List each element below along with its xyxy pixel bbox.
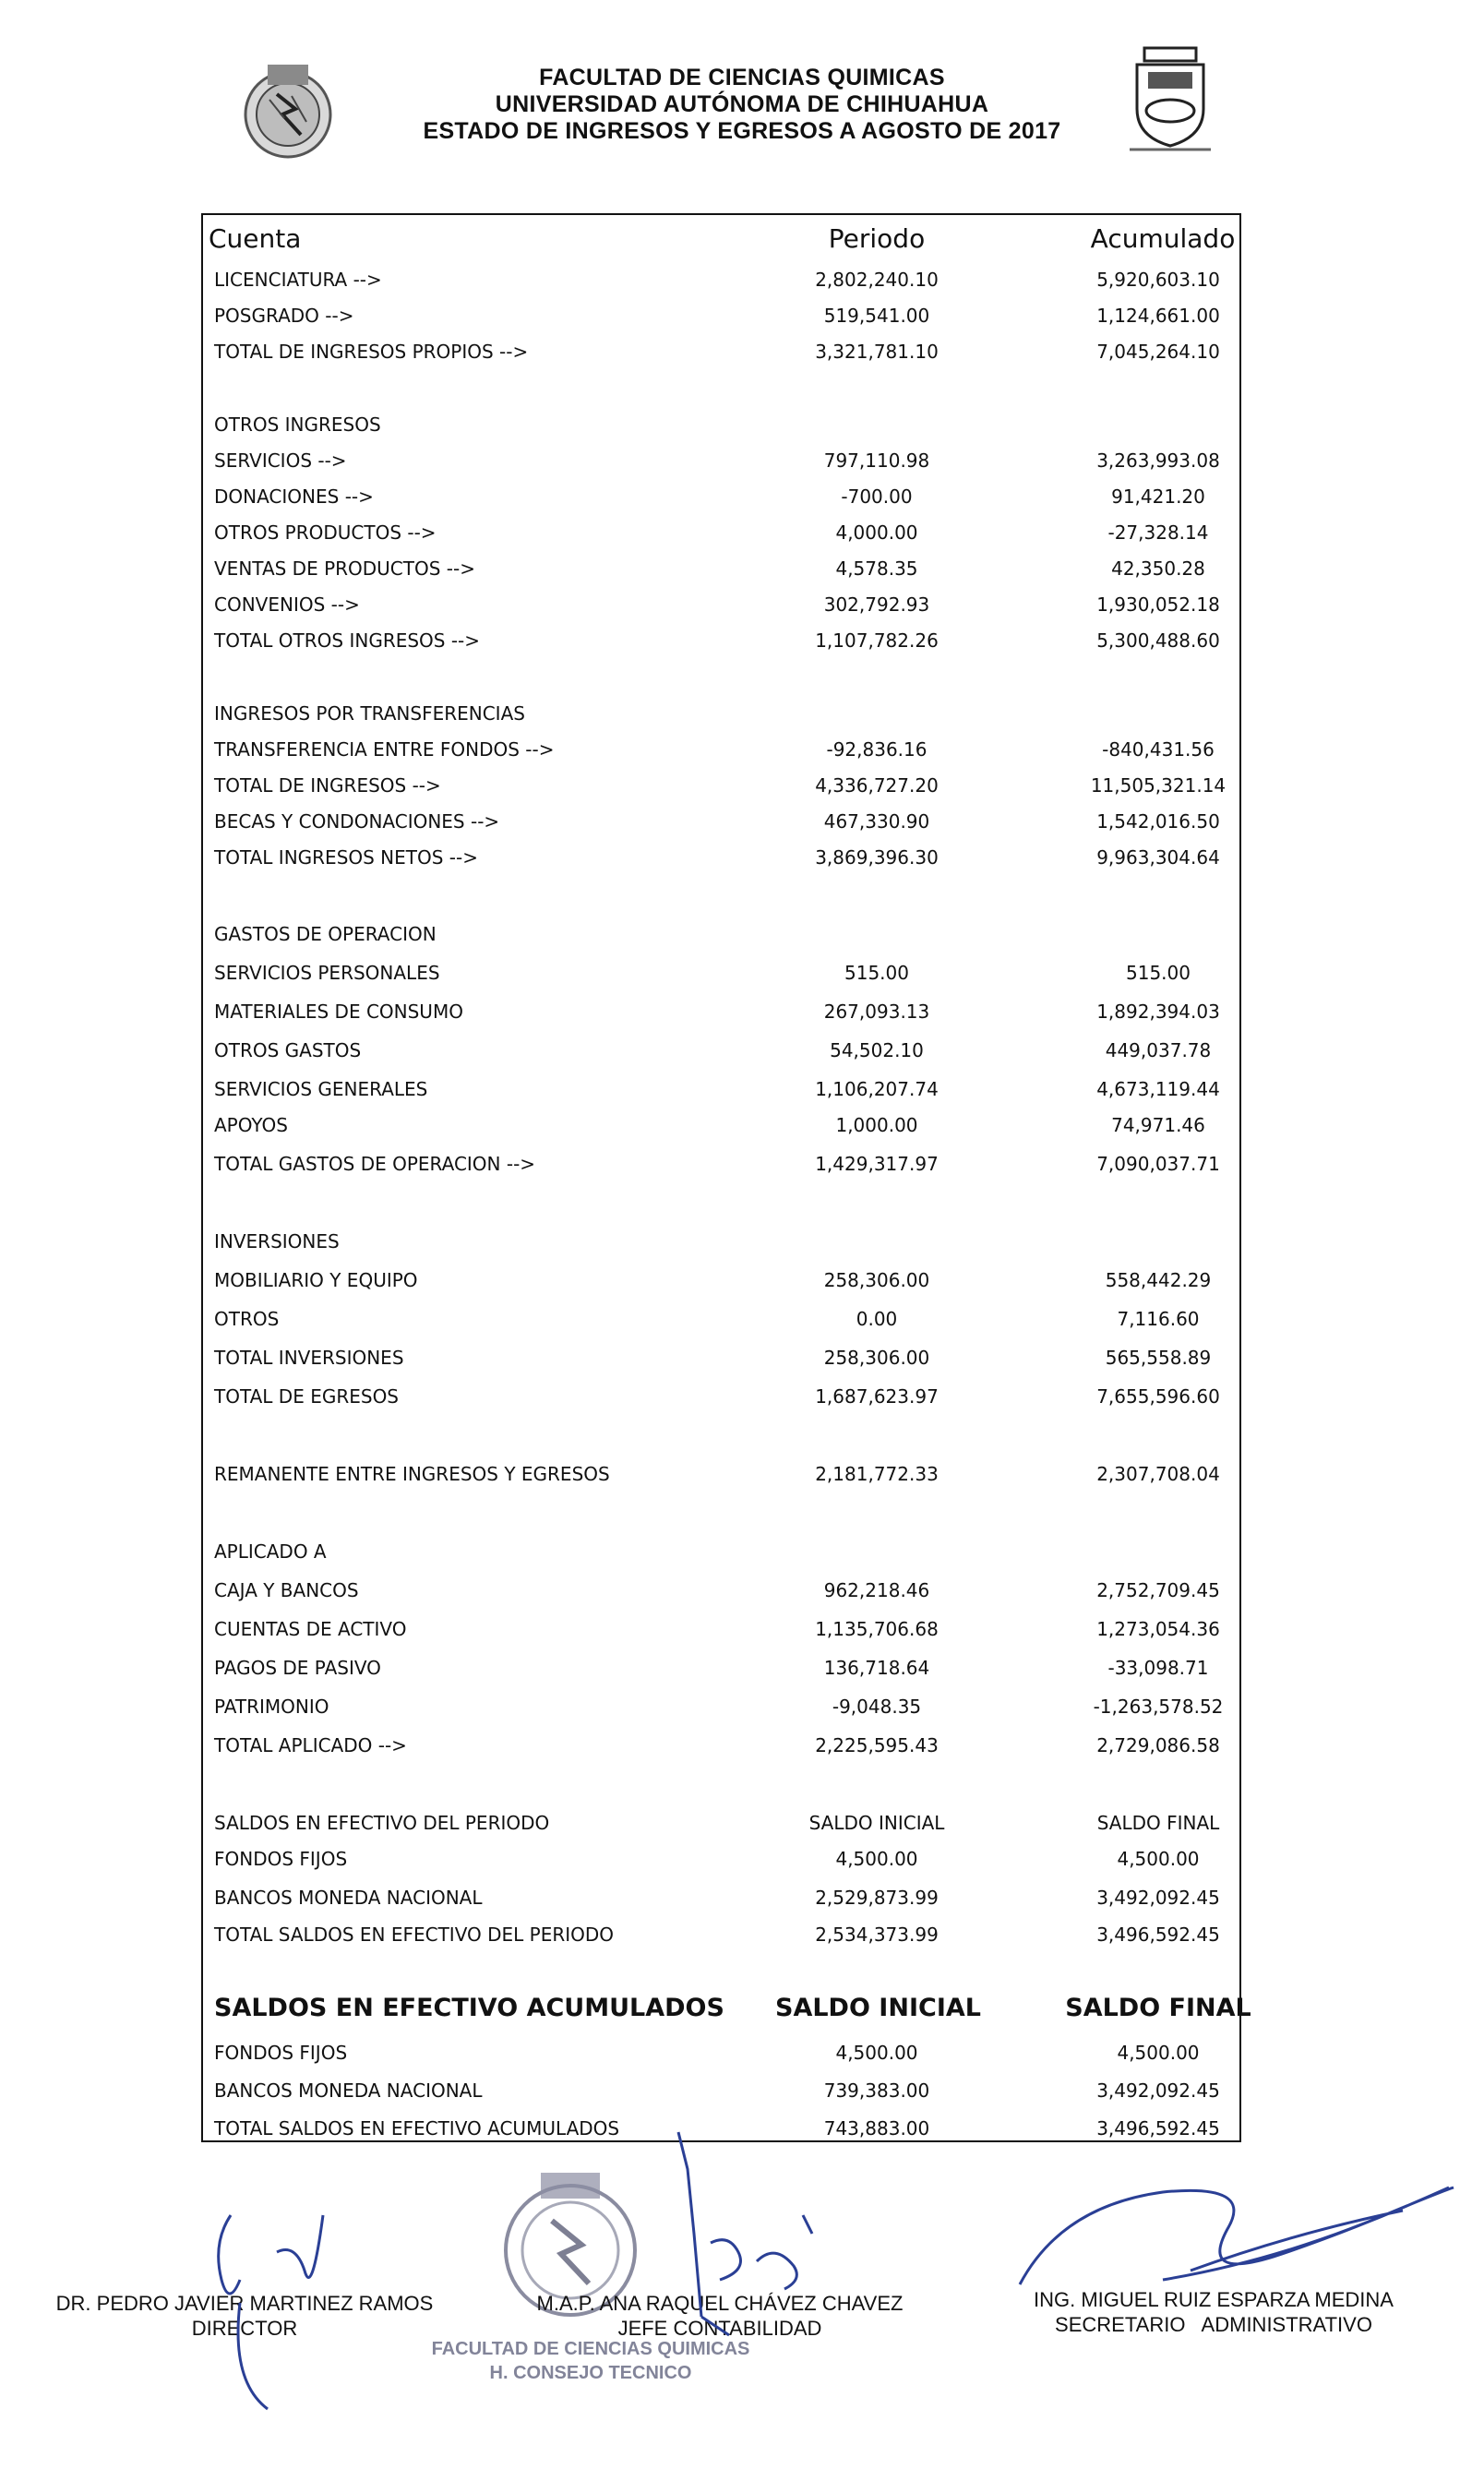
periodo-value: 739,383.00: [823, 2079, 930, 2102]
periodo-value: 2,802,240.10: [815, 269, 939, 291]
periodo-value: 4,000.00: [835, 521, 918, 544]
table-row: [203, 593, 1239, 617]
row-label: MATERIALES DE CONSUMO: [214, 1001, 463, 1023]
saldo-inicial-header: SALDO INICIAL: [775, 1994, 981, 2022]
row-label: TOTAL APLICADO -->: [214, 1734, 407, 1756]
periodo-value: 0.00: [856, 1308, 898, 1330]
acumulado-value: -1,263,578.52: [1093, 1696, 1224, 1718]
row-label: INVERSIONES: [214, 1230, 340, 1252]
row-label: INGRESOS POR TRANSFERENCIAS: [214, 702, 525, 725]
row-label: LICENCIATURA -->: [214, 269, 382, 291]
row-label: PAGOS DE PASIVO: [214, 1657, 381, 1679]
table-row: [203, 1347, 1239, 1371]
table-row: [203, 269, 1239, 293]
table-row: [203, 1269, 1239, 1293]
periodo-value: 4,500.00: [835, 2042, 918, 2064]
acumulado-value: 7,655,596.60: [1096, 1385, 1220, 1408]
periodo-value: 3,321,781.10: [815, 341, 939, 363]
periodo-value: 302,792.93: [823, 593, 930, 616]
periodo-value: 962,218.46: [823, 1579, 930, 1601]
periodo-value: 467,330.90: [823, 810, 930, 833]
periodo-value: 267,093.13: [823, 1001, 930, 1023]
acumulado-value: 4,500.00: [1117, 2042, 1200, 2064]
acumulado-value: 3,263,993.08: [1096, 449, 1220, 472]
table-row: [203, 1153, 1239, 1177]
periodo-value: 2,534,373.99: [815, 1924, 939, 1946]
row-label: BANCOS MONEDA NACIONAL: [214, 1887, 483, 1909]
row-label: FONDOS FIJOS: [214, 2042, 348, 2064]
row-label: TOTAL DE INGRESOS -->: [214, 774, 441, 797]
table-row: [203, 774, 1239, 798]
row-label: TOTAL GASTOS DE OPERACION -->: [214, 1153, 536, 1175]
row-label: POSGRADO -->: [214, 305, 354, 327]
section-heading: [203, 413, 1239, 437]
row-label: SERVICIOS PERSONALES: [214, 962, 440, 984]
acumulado-value: 7,045,264.10: [1096, 341, 1220, 363]
row-label: PATRIMONIO: [214, 1696, 329, 1718]
table-row: [203, 557, 1239, 581]
periodo-value: 2,225,595.43: [815, 1734, 939, 1756]
table-row: [203, 1078, 1239, 1102]
table-row: [203, 1657, 1239, 1681]
acumulado-value: 7,116.60: [1117, 1308, 1200, 1330]
director-name: DR. PEDRO JAVIER MARTINEZ RAMOS: [55, 2292, 434, 2315]
table-row: [203, 1308, 1239, 1332]
row-label: APLICADO A: [214, 1540, 327, 1563]
acumulado-value: 3,492,092.45: [1096, 1887, 1220, 1909]
acumulado-value: 91,421.20: [1111, 485, 1205, 508]
row-label: FONDOS FIJOS: [214, 1848, 348, 1870]
acumulado-value: 1,273,054.36: [1096, 1618, 1220, 1640]
table-header: [203, 223, 1239, 255]
stamp-line-2: H. CONSEJO TECNICO: [489, 2363, 692, 2383]
table-row: [203, 1734, 1239, 1758]
acumulado-value: 515.00: [1126, 962, 1191, 984]
table-row: [203, 1696, 1239, 1720]
row-label: SERVICIOS -->: [214, 449, 347, 472]
table-row: [203, 305, 1239, 329]
table-row: [203, 2117, 1239, 2141]
row-label: OTROS GASTOS: [214, 1039, 362, 1061]
row-label: TOTAL DE INGRESOS PROPIOS -->: [214, 341, 529, 363]
acumulado-value: 1,542,016.50: [1096, 810, 1220, 833]
periodo-value: 1,687,623.97: [815, 1385, 939, 1408]
secretario-name: ING. MIGUEL RUIZ ESPARZA MEDINA: [1034, 2288, 1394, 2311]
acumulado-value: 3,496,592.45: [1096, 1924, 1220, 1946]
periodo-value: 519,541.00: [823, 305, 930, 327]
table-row: [203, 485, 1239, 509]
section-heading: [203, 1540, 1239, 1564]
periodo-value: 1,135,706.68: [815, 1618, 939, 1640]
row-label: OTROS: [214, 1308, 280, 1330]
university-title: UNIVERSIDAD AUTÓNOMA DE CHIHUAHUA: [495, 91, 989, 117]
table-row: [203, 521, 1239, 545]
periodo-value: -9,048.35: [832, 1696, 922, 1718]
periodo-value: -700.00: [841, 485, 913, 508]
table-row: [203, 1887, 1239, 1911]
acumulado-value: 558,442.29: [1105, 1269, 1212, 1291]
saldo-final-header: SALDO FINAL: [1096, 1812, 1220, 1834]
stamp-line-1: FACULTAD DE CIENCIAS QUIMICAS: [431, 2339, 750, 2359]
row-label: SALDOS EN EFECTIVO DEL PERIODO: [214, 1812, 550, 1834]
row-label: CUENTAS DE ACTIVO: [214, 1618, 407, 1640]
table-row: [203, 1114, 1239, 1138]
table-row: [203, 962, 1239, 986]
section-heading: [203, 923, 1239, 947]
periodo-value: 1,000.00: [835, 1114, 918, 1136]
saldo-final-header: SALDO FINAL: [1065, 1994, 1251, 2022]
row-label: VENTAS DE PRODUCTOS -->: [214, 557, 475, 580]
table-row: [203, 738, 1239, 762]
statement-title: ESTADO DE INGRESOS Y EGRESOS A AGOSTO DE 2017: [423, 118, 1061, 144]
table-row: [203, 1848, 1239, 1872]
acumulado-value: 3,492,092.45: [1096, 2079, 1220, 2102]
table-row: [203, 1001, 1239, 1025]
table-row: [203, 629, 1239, 653]
jefe-signature-block: [503, 2291, 937, 2341]
acumulado-value: 3,496,592.45: [1096, 2117, 1220, 2139]
acumulado-value: 2,729,086.58: [1096, 1734, 1220, 1756]
row-label: DONACIONES -->: [214, 485, 374, 508]
row-label: BANCOS MONEDA NACIONAL: [214, 2079, 483, 2102]
row-label: TRANSFERENCIA ENTRE FONDOS -->: [214, 738, 555, 761]
section-heading: [203, 1812, 1239, 1836]
director-signature-block: [28, 2291, 461, 2341]
table-row: [203, 2079, 1239, 2103]
periodo-value: 4,336,727.20: [815, 774, 939, 797]
saldo-inicial-header: SALDO INICIAL: [808, 1812, 945, 1834]
table-row: [203, 1463, 1239, 1487]
periodo-value: 797,110.98: [823, 449, 930, 472]
table-row: [203, 846, 1239, 870]
periodo-value: 2,181,772.33: [815, 1463, 939, 1485]
consejo-tecnico-stamp: [369, 2337, 812, 2385]
jefe-name: M.A.P. ANA RAQUEL CHÁVEZ CHAVEZ: [536, 2292, 904, 2315]
periodo-value: 4,578.35: [835, 557, 918, 580]
periodo-value: 2,529,873.99: [815, 1887, 939, 1909]
section-heading: [203, 1994, 1251, 2025]
acumulado-value: 74,971.46: [1111, 1114, 1205, 1136]
section-heading: [203, 1230, 1239, 1254]
acumulado-value: 4,500.00: [1117, 1848, 1200, 1870]
periodo-value: 1,429,317.97: [815, 1153, 939, 1175]
acumulado-value: 449,037.78: [1105, 1039, 1212, 1061]
column-header-acumulado: Acumulado: [1090, 223, 1236, 254]
row-label: TOTAL INGRESOS NETOS -->: [214, 846, 478, 869]
row-label: TOTAL OTROS INGRESOS -->: [214, 629, 481, 652]
acumulado-value: 565,558.89: [1105, 1347, 1212, 1369]
acumulado-value: -33,098.71: [1107, 1657, 1209, 1679]
acumulado-value: 2,752,709.45: [1096, 1579, 1220, 1601]
row-label: SALDOS EN EFECTIVO ACUMULADOS: [214, 1994, 724, 2022]
row-label: REMANENTE ENTRE INGRESOS Y EGRESOS: [214, 1463, 610, 1485]
periodo-value: 1,107,782.26: [815, 629, 939, 652]
table-row: [203, 1924, 1239, 1948]
periodo-value: 4,500.00: [835, 1848, 918, 1870]
table-row: [203, 1039, 1239, 1063]
periodo-value: 515.00: [844, 962, 909, 984]
row-label: SERVICIOS GENERALES: [214, 1078, 428, 1100]
acumulado-value: 1,930,052.18: [1096, 593, 1220, 616]
secretario-title: SECRETARIO ADMINISTRATIVO: [1055, 2313, 1372, 2336]
secretario-signature-block: [992, 2287, 1435, 2337]
table-row: [203, 810, 1239, 834]
faculty-title: FACULTAD DE CIENCIAS QUIMICAS: [539, 65, 945, 90]
document-header: [0, 65, 1484, 145]
secretario-signature-ink: [1020, 2187, 1454, 2284]
section-heading: [203, 702, 1239, 726]
row-label: TOTAL SALDOS EN EFECTIVO DEL PERIODO: [214, 1924, 615, 1946]
acumulado-value: 4,673,119.44: [1096, 1078, 1220, 1100]
acumulado-value: -27,328.14: [1107, 521, 1209, 544]
acumulado-value: 1,892,394.03: [1096, 1001, 1220, 1023]
director-title: DIRECTOR: [191, 2317, 298, 2340]
row-label: APOYOS: [214, 1114, 288, 1136]
periodo-value: 54,502.10: [830, 1039, 924, 1061]
acumulado-value: 7,090,037.71: [1096, 1153, 1220, 1175]
income-expense-table: [201, 213, 1251, 2142]
periodo-value: 258,306.00: [823, 1269, 930, 1291]
acumulado-value: 9,963,304.64: [1096, 846, 1220, 869]
table-row: [203, 1618, 1239, 1642]
row-label: MOBILIARIO Y EQUIPO: [214, 1269, 418, 1291]
acumulado-value: 1,124,661.00: [1096, 305, 1220, 327]
acumulado-value: 42,350.28: [1111, 557, 1205, 580]
acumulado-value: 5,300,488.60: [1096, 629, 1220, 652]
acumulado-value: 11,505,321.14: [1090, 774, 1227, 797]
acumulado-value: 5,920,603.10: [1096, 269, 1220, 291]
row-label: TOTAL DE EGRESOS: [214, 1385, 399, 1408]
column-header-periodo: Periodo: [828, 223, 926, 254]
periodo-value: 258,306.00: [823, 1347, 930, 1369]
row-label: CONVENIOS -->: [214, 593, 360, 616]
acumulado-value: -840,431.56: [1102, 738, 1215, 761]
periodo-value: 3,869,396.30: [815, 846, 939, 869]
table-row: [203, 1385, 1239, 1409]
row-label: OTROS PRODUCTOS -->: [214, 521, 437, 544]
jefe-title: JEFE CONTABILIDAD: [617, 2317, 822, 2340]
row-label: BECAS Y CONDONACIONES -->: [214, 810, 500, 833]
periodo-value: 1,106,207.74: [815, 1078, 939, 1100]
periodo-value: -92,836.16: [826, 738, 928, 761]
periodo-value: 743,883.00: [823, 2117, 930, 2139]
row-label: OTROS INGRESOS: [214, 413, 381, 436]
table-row: [203, 341, 1239, 365]
row-label: TOTAL SALDOS EN EFECTIVO ACUMULADOS: [214, 2117, 620, 2139]
table-row: [203, 1579, 1239, 1603]
table-row: [203, 449, 1239, 473]
column-header-cuenta: Cuenta: [209, 223, 302, 254]
row-label: GASTOS DE OPERACION: [214, 923, 437, 945]
row-label: TOTAL INVERSIONES: [214, 1347, 404, 1369]
periodo-value: 136,718.64: [823, 1657, 930, 1679]
acumulado-value: 2,307,708.04: [1096, 1463, 1220, 1485]
row-label: CAJA Y BANCOS: [214, 1579, 359, 1601]
table-row: [203, 2042, 1239, 2066]
